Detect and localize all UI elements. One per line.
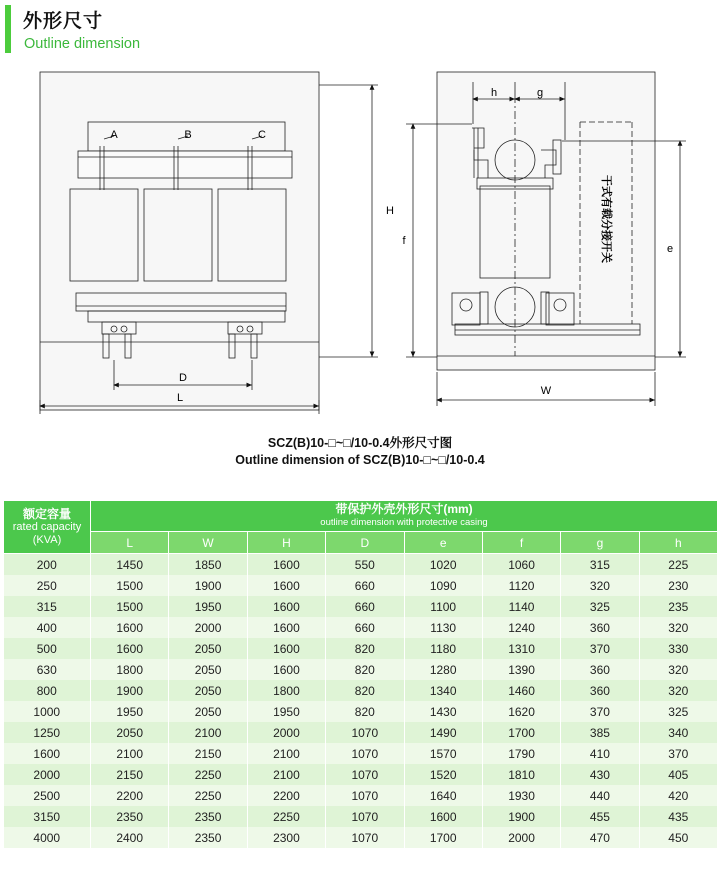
dimension-cell: 405 <box>639 764 717 785</box>
dimension-cell: 1600 <box>91 617 169 638</box>
capacity-cell: 1600 <box>4 743 91 764</box>
dimension-cell: 1600 <box>247 659 325 680</box>
table-row <box>4 785 718 806</box>
caption-en: Outline dimension of SCZ(B)10-□~□/10-0.4 <box>235 453 485 467</box>
dimension-cell: 2200 <box>91 785 169 806</box>
dimension-cell: 820 <box>326 701 404 722</box>
dimension-cell: 440 <box>561 785 639 806</box>
dimension-cell: 1130 <box>404 617 482 638</box>
dimension-cell: 1700 <box>404 827 482 848</box>
dimension-cell: 1240 <box>482 617 560 638</box>
dimension-cell: 370 <box>561 638 639 659</box>
dimension-cell: 385 <box>561 722 639 743</box>
dimension-cell: 470 <box>561 827 639 848</box>
capacity-cell: 630 <box>4 659 91 680</box>
dimension-cell: 2150 <box>91 764 169 785</box>
dimension-cell: 820 <box>326 659 404 680</box>
dimension-cell: 2150 <box>169 743 247 764</box>
dimension-cell: 1800 <box>91 659 169 680</box>
dimension-cell: 2250 <box>169 785 247 806</box>
dimension-cell: 1640 <box>404 785 482 806</box>
dimension-cell: 1600 <box>247 638 325 659</box>
dimension-cell: 1180 <box>404 638 482 659</box>
dimension-cell: 230 <box>639 575 717 596</box>
right-view-drawing <box>406 72 686 406</box>
dimension-cell: 1520 <box>404 764 482 785</box>
dimension-cell: 330 <box>639 638 717 659</box>
col-header-h: h <box>639 532 717 554</box>
dimension-cell: 420 <box>639 785 717 806</box>
rated-capacity-en: rated capacity <box>12 520 82 533</box>
dimension-cell: 325 <box>639 701 717 722</box>
dimension-cell: 1600 <box>404 806 482 827</box>
table-row <box>4 806 718 827</box>
dimension-cell: 1900 <box>169 575 247 596</box>
dimension-cell: 660 <box>326 575 404 596</box>
dimension-cell: 820 <box>326 680 404 701</box>
table-row <box>4 617 718 638</box>
tap-changer-label: 干式有载分接开关 <box>600 175 613 263</box>
dimension-cell: 2000 <box>169 617 247 638</box>
dimension-cell: 1950 <box>169 596 247 617</box>
phase-label-c: C <box>258 129 266 141</box>
table-row <box>4 596 718 617</box>
dimension-cell: 1140 <box>482 596 560 617</box>
dimension-cell: 2100 <box>247 743 325 764</box>
capacity-cell: 4000 <box>4 827 91 848</box>
rated-capacity-zh: 额定容量 <box>22 506 71 521</box>
dimension-cell: 455 <box>561 806 639 827</box>
dimension-cell: 1100 <box>404 596 482 617</box>
table-row <box>4 827 718 848</box>
dimension-cell: 370 <box>561 701 639 722</box>
page-title: 外形尺寸 <box>23 10 104 32</box>
dimension-cell: 1070 <box>326 785 404 806</box>
phase-label-b: B <box>184 129 192 141</box>
dimension-cell: 820 <box>326 638 404 659</box>
dimension-cell: 315 <box>561 554 639 576</box>
dimension-cell: 2100 <box>247 764 325 785</box>
table-row <box>4 764 718 785</box>
dimension-cell: 2050 <box>169 638 247 659</box>
dimension-cell: 360 <box>561 680 639 701</box>
phase-label-a: A <box>110 129 118 141</box>
capacity-cell: 500 <box>4 638 91 659</box>
dimension-cell: 235 <box>639 596 717 617</box>
dimension-cell: 340 <box>639 722 717 743</box>
dimension-cell: 2050 <box>91 722 169 743</box>
dimension-cell: 1390 <box>482 659 560 680</box>
dimension-cell: 1430 <box>404 701 482 722</box>
capacity-cell: 2000 <box>4 764 91 785</box>
dimension-cell: 2350 <box>169 827 247 848</box>
left-view-drawing <box>40 72 378 414</box>
dimension-cell: 2250 <box>169 764 247 785</box>
dimension-cell: 1950 <box>91 701 169 722</box>
dimension-cell: 2050 <box>169 701 247 722</box>
dimension-cell: 1500 <box>91 575 169 596</box>
dimension-cell: 1070 <box>326 722 404 743</box>
dimension-cell: 2100 <box>91 743 169 764</box>
dimension-cell: 1600 <box>247 617 325 638</box>
dimension-cell: 2350 <box>91 806 169 827</box>
dimension-cell: 1020 <box>404 554 482 576</box>
table-row <box>4 638 718 659</box>
dimension-cell: 1570 <box>404 743 482 764</box>
dimension-cell: 1070 <box>326 827 404 848</box>
dimension-cell: 1070 <box>326 764 404 785</box>
table-row <box>4 722 718 743</box>
dim-label-D: D <box>179 372 187 384</box>
dim-label-h: h <box>490 87 498 99</box>
dimension-cell: 320 <box>639 617 717 638</box>
dimension-cell: 1060 <box>482 554 560 576</box>
dimension-cell: 1600 <box>247 596 325 617</box>
dimension-cell: 1600 <box>247 575 325 596</box>
dimension-cell: 660 <box>326 596 404 617</box>
dimension-cell: 1070 <box>326 806 404 827</box>
casing-dimension-en: outline dimension with protective casing <box>320 517 488 528</box>
dimension-cell: 2100 <box>169 722 247 743</box>
dimension-cell: 2000 <box>247 722 325 743</box>
table-row <box>4 554 718 576</box>
dimension-cell: 320 <box>639 659 717 680</box>
capacity-cell: 250 <box>4 575 91 596</box>
capacity-cell: 400 <box>4 617 91 638</box>
dimension-cell: 1950 <box>247 701 325 722</box>
caption-zh: SCZ(B)10-□~□/10-0.4外形尺寸图 <box>267 436 453 450</box>
dim-label-f: f <box>402 235 406 247</box>
capacity-cell: 1000 <box>4 701 91 722</box>
dimension-cell: 2250 <box>247 806 325 827</box>
capacity-cell: 315 <box>4 596 91 617</box>
dimension-cell: 360 <box>561 617 639 638</box>
dimension-table-body <box>4 554 718 849</box>
rated-capacity-header <box>4 501 91 554</box>
dimension-cell: 1490 <box>404 722 482 743</box>
dimension-cell: 320 <box>639 680 717 701</box>
dimension-cell: 1120 <box>482 575 560 596</box>
dimension-cell: 435 <box>639 806 717 827</box>
dimension-cell: 1500 <box>91 596 169 617</box>
capacity-cell: 1250 <box>4 722 91 743</box>
capacity-cell: 2500 <box>4 785 91 806</box>
dimension-cell: 550 <box>326 554 404 576</box>
rated-capacity-unit: (KVA) <box>32 533 62 546</box>
capacity-cell: 800 <box>4 680 91 701</box>
dimension-cell: 360 <box>561 659 639 680</box>
dim-label-W: W <box>540 385 552 397</box>
dimension-cell: 660 <box>326 617 404 638</box>
dimension-cell: 430 <box>561 764 639 785</box>
dim-label-e: e <box>666 243 674 255</box>
dimension-cell: 2050 <box>169 680 247 701</box>
table-row <box>4 680 718 701</box>
dimension-cell: 1310 <box>482 638 560 659</box>
dimension-cell: 225 <box>639 554 717 576</box>
dimension-cell: 1450 <box>91 554 169 576</box>
dimension-cell: 1340 <box>404 680 482 701</box>
dimension-cell: 2050 <box>169 659 247 680</box>
dim-label-H: H <box>386 205 394 217</box>
dimension-table <box>3 500 718 848</box>
dimension-cell: 1070 <box>326 743 404 764</box>
dimension-cell: 1930 <box>482 785 560 806</box>
dimension-cell: 1900 <box>482 806 560 827</box>
dimension-cell: 2200 <box>247 785 325 806</box>
dimension-cell: 1700 <box>482 722 560 743</box>
dimension-cell: 1600 <box>91 638 169 659</box>
capacity-cell: 200 <box>4 554 91 576</box>
dimension-cell: 1460 <box>482 680 560 701</box>
dimension-cell: 2350 <box>169 806 247 827</box>
dimension-cell: 1900 <box>91 680 169 701</box>
dim-label-g: g <box>536 87 544 99</box>
table-row <box>4 701 718 722</box>
dimension-cell: 410 <box>561 743 639 764</box>
dimension-cell: 1280 <box>404 659 482 680</box>
dimension-cell: 325 <box>561 596 639 617</box>
dimension-cell: 2400 <box>91 827 169 848</box>
casing-dimension-zh: 带保护外壳外形尺寸(mm) <box>335 502 473 516</box>
dimension-cell: 370 <box>639 743 717 764</box>
dimension-cell: 2000 <box>482 827 560 848</box>
casing-dimension-header <box>91 501 718 532</box>
dimension-cell: 1620 <box>482 701 560 722</box>
dim-label-L: L <box>176 392 184 404</box>
dimension-cell: 320 <box>561 575 639 596</box>
capacity-cell: 3150 <box>4 806 91 827</box>
table-row <box>4 659 718 680</box>
col-header-e: e <box>404 532 482 554</box>
page-subtitle: Outline dimension <box>24 36 141 52</box>
dimension-cell: 1800 <box>247 680 325 701</box>
col-header-W: W <box>169 532 247 554</box>
table-row <box>4 575 718 596</box>
table-row <box>4 743 718 764</box>
col-header-H: H <box>247 532 325 554</box>
dimension-cell: 1790 <box>482 743 560 764</box>
dimension-cell: 450 <box>639 827 717 848</box>
col-header-f: f <box>482 532 560 554</box>
dimension-cell: 1600 <box>247 554 325 576</box>
col-header-L: L <box>91 532 169 554</box>
dimension-cell: 1090 <box>404 575 482 596</box>
col-header-D: D <box>326 532 404 554</box>
dimension-cell: 2300 <box>247 827 325 848</box>
dimension-cell: 1850 <box>169 554 247 576</box>
dimension-cell: 1810 <box>482 764 560 785</box>
col-header-g: g <box>561 532 639 554</box>
